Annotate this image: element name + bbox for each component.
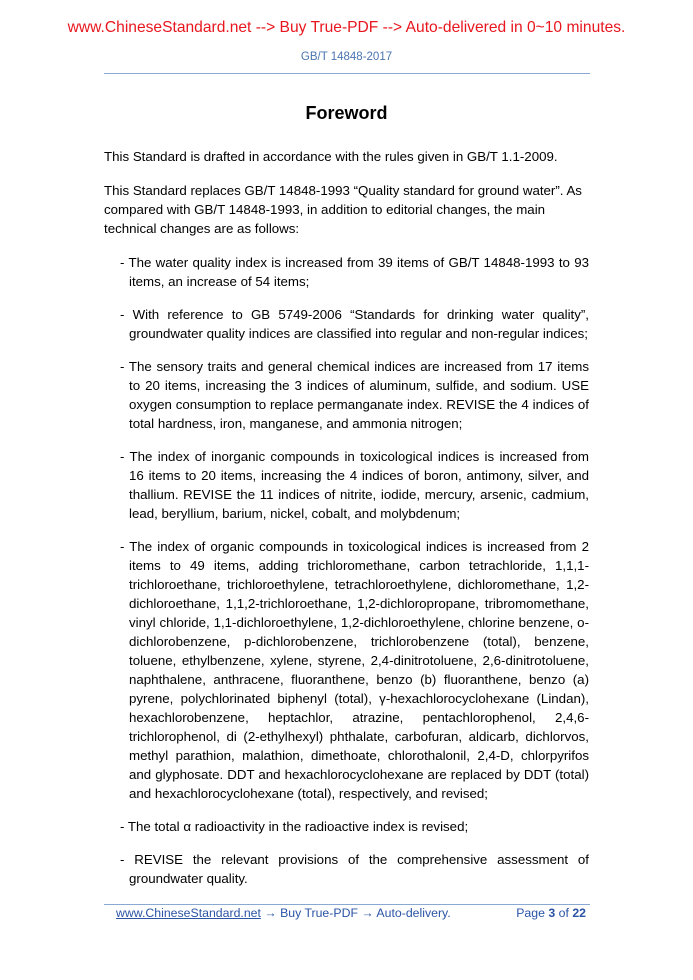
footer-divider	[104, 904, 590, 905]
list-item: - With reference to GB 5749-2006 “Standards for drinking water quality”, groundwater quality indices are classified into regular and non-regular indices;	[120, 307, 589, 341]
technical-changes-list	[104, 253, 589, 888]
page-title: Foreword	[305, 103, 388, 123]
list-item: - The index of inorganic compounds in toxicological indices is increased from 16 items to 20 items, increasing the 4 indices of boron, antimony, silver, and thallium. REVISE the 11 indices of nitrite, iodide, mercury, arsenic, cadmium, lead, beryllium, barium, nickel, cobalt, and molybdenum;	[120, 449, 589, 521]
page-indicator	[516, 906, 586, 920]
header-divider	[104, 73, 590, 74]
list-item: - The sensory traits and general chemical indices are increased from 17 items to 20 items, increasing the 3 indices of aluminum, sulfide, and sodium. USE oxygen consumption to replace permanganate index. REVISE the 4 indices of total hardness, iron, manganese, and ammonia nitrogen;	[120, 359, 589, 431]
page-footer	[116, 906, 586, 920]
standard-code-header: GB/T 14848-2017	[300, 51, 393, 63]
footer-buy-link[interactable]: Buy True-PDF	[280, 906, 358, 920]
page-total: 22	[572, 906, 586, 920]
document-body	[104, 147, 589, 902]
arrow-right-icon: →	[357, 906, 377, 920]
list-item: - REVISE the relevant provisions of the comprehensive assessment of groundwater quality.	[120, 852, 589, 886]
list-item: - The total α radioactivity in the radioactive index is revised;	[120, 819, 469, 834]
footer-site-link[interactable]: www.ChineseStandard.net	[116, 906, 261, 920]
arrow-right-icon: →	[260, 906, 281, 920]
page-label: Page	[516, 906, 549, 920]
page-current: 3	[548, 906, 556, 920]
paragraph-replacement: This Standard replaces GB/T 14848-1993 “Quality standard for ground water”. As compared with GB/T 14848-1993, in addition to editorial changes, the main technical changes are as follows:	[104, 183, 582, 236]
list-item: - The index of organic compounds in toxicological indices is increased from 2 items to 49 items, adding trichloromethane, carbon tetrachloride, 1,1,1-trichloroethane, trichloroethylene, tetrachloroethylene, dichloromethane, 1,2-dichloroethane, 1,1,2-trichloroethane, 1,2-dichloropropane, tribromomethane, vinyl chloride, 1,1-dichloroethylene, 1,2-dichloroethylene, chlorine benzene, o-dichlorobenzene, p-dichlorobenzene, trichlorobenzene (total), benzene, toluene, ethylbenzene, xylene, styrene, 2,4-dinitrotoluene, 2,6-dinitrotoluene, naphthalene, anthracene, fluoranthene, benzo (b) fluoranthene, benzo (a) pyrene, polychlorinated biphenyl (total), γ-hexachlorocyclohexane (Lindan), hexachlorobenzene, heptachlor, atrazine, pentachlorophenol, 2,4,6-trichlorophenol, di (2-ethylhexyl) phthalate, carbofuran, aldicarb, dichlorvos, methyl parathion, malathion, dimethoate, chlorothalonil, 2,4-D, chlorpyrifos and glyphosate. DDT and hexachlorocyclohexane are replaced by DDT (total) and hexachlorocyclohexane (total), respectively, and revised;	[120, 539, 589, 801]
promo-banner[interactable]: www.ChineseStandard.net --> Buy True-PDF --> Auto-delivered in 0~10 minutes.	[67, 19, 626, 36]
paragraph-drafting-rules: This Standard is drafted in accordance with the rules given in GB/T 1.1-2009.	[104, 149, 558, 164]
list-item: - The water quality index is increased from 39 items of GB/T 14848-1993 to 93 items, an increase of 54 items;	[120, 255, 589, 289]
footer-delivery-text: Auto-delivery.	[376, 906, 451, 920]
page-of-label: of	[555, 906, 573, 920]
